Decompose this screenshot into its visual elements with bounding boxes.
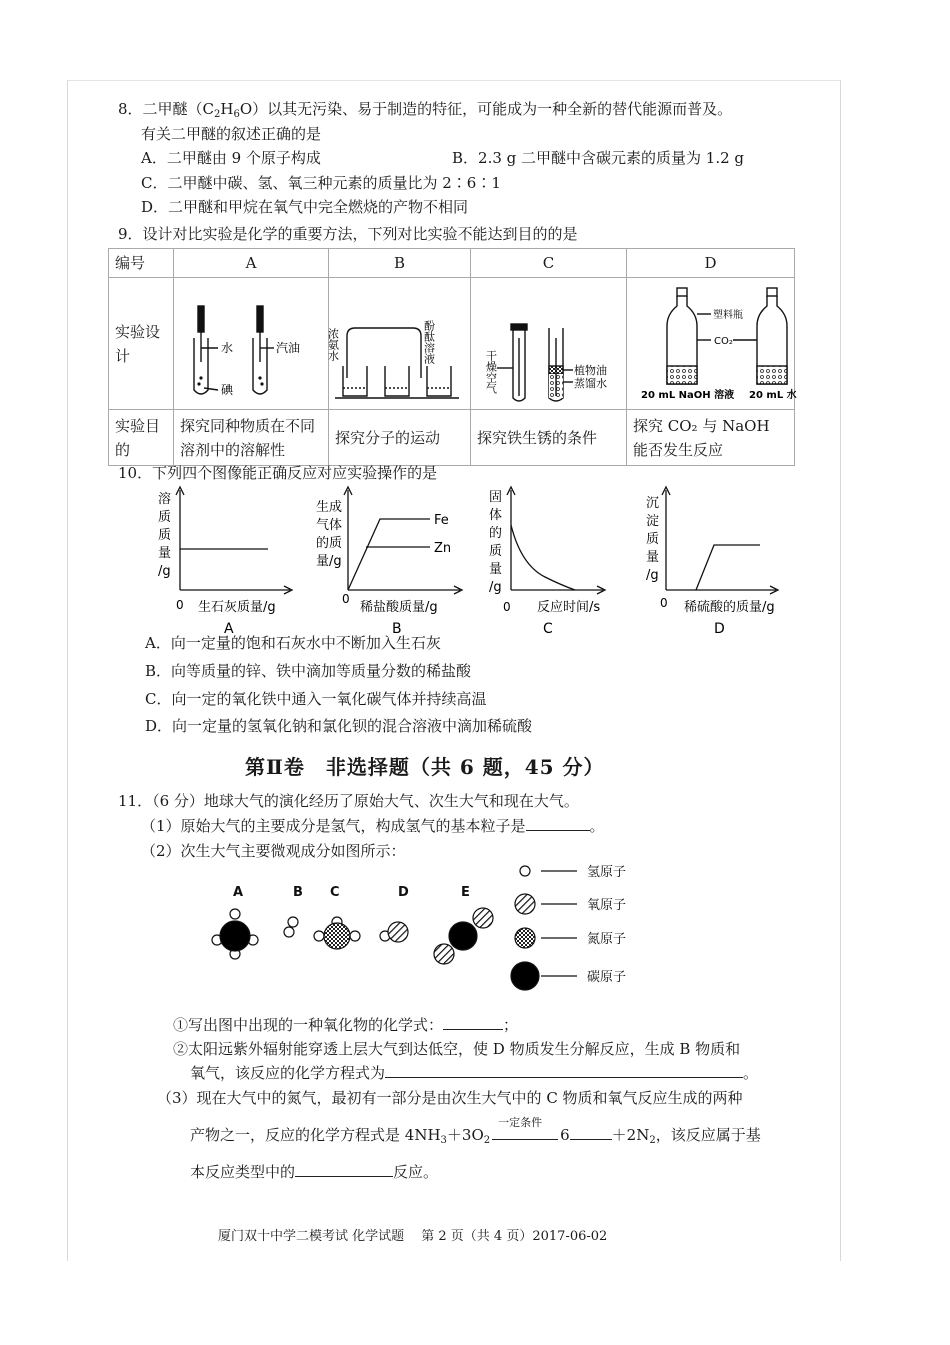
graph-a-ylabel: 量: [158, 546, 172, 561]
reaction-arrow: [492, 1116, 558, 1140]
label-gasoline: 汽油: [276, 341, 301, 355]
page-footer: 厦门双十中学二模考试 化学试题 第 2 页（共 4 页）2017-06-02: [218, 1229, 608, 1244]
graph-d-ylabel: /g: [646, 568, 659, 583]
graph-a: [150, 485, 310, 640]
purpose-a: 探究同种物质在不同溶剂中的溶解性: [174, 410, 329, 466]
graph-d-letter: D: [714, 621, 725, 637]
graph-b: [312, 485, 482, 640]
graph-b-origin: 0: [342, 592, 350, 606]
label-water: 水: [221, 341, 234, 355]
graph-c-ylabel: 的: [489, 526, 503, 541]
graph-c-ylabel: 量: [489, 562, 503, 577]
diagram-test-tubes-solubility: [174, 278, 328, 402]
q10-stem: 10．下列四个图像能正确反应对应实验操作的是: [118, 464, 438, 482]
q11-part3-line1: （3）现在大气中的氮气，最初有一部分是由次生大气中的 C 物质和氧气反应生成的两种: [157, 1089, 743, 1107]
diagram-co2-bottles: [627, 278, 797, 402]
design-b: [326, 278, 471, 410]
label-distilled-water: 蒸馏水: [574, 377, 607, 390]
q9-stem: 9．设计对比实验是化学的重要方法，下列对比实验不能达到目的的是: [118, 225, 578, 243]
q11-sub2-line1: ②太阳远紫外辐射能穿透上层大气到达低空，使 D 物质发生分解反应，生成 B 物质和: [173, 1040, 741, 1058]
q10-option-a: A．向一定量的饱和石灰水中不断加入生石灰: [145, 634, 441, 652]
table-header-cell: D: [627, 249, 795, 278]
label-naoh: 20 mL NaOH 溶液: [641, 390, 735, 401]
graph-b-ylabel: 量/g: [316, 554, 342, 569]
label-plastic-bottle: 塑料瓶: [713, 310, 743, 321]
molecule-diagram: [195, 858, 655, 998]
legend-hydrogen: 氢原子: [587, 865, 627, 880]
reaction-condition: 一定条件: [498, 1116, 543, 1129]
graph-c-ylabel: 质: [489, 544, 503, 559]
series-label-fe: Fe: [434, 513, 449, 528]
graph-d-xlabel: 稀硫酸的质量/g: [684, 600, 775, 615]
graph-a-ylabel: 质: [158, 510, 172, 525]
q11-part3-line3: 本反应类型中的 反应。: [190, 1163, 439, 1181]
graph-c: [485, 485, 625, 640]
table-header-cell: A: [174, 249, 329, 278]
diagram-iron-rusting: [471, 278, 626, 402]
q10-option-d: D．向一定量的氢氧化钠和氯化钡的混合溶液中滴加稀硫酸: [145, 717, 533, 735]
graph-a-ylabel: 溶: [158, 492, 172, 507]
design-d: [627, 278, 795, 410]
molecule-letter: E: [461, 885, 470, 900]
q8-option-a: A．二甲醚由 9 个原子构成: [141, 149, 321, 167]
legend-carbon: 碳原子: [587, 970, 627, 985]
answer-blank[interactable]: [443, 1015, 503, 1030]
series-label-zn: Zn: [434, 541, 452, 556]
graph-a-ylabel: 质: [158, 528, 172, 543]
graph-a-xlabel: 生石灰质量/g: [198, 600, 276, 615]
row-label-purpose: 实验目的: [109, 410, 174, 466]
graph-d-ylabel: 量: [646, 550, 660, 565]
purpose-d: 探究 CO₂ 与 NaOH 能否发生反应: [627, 410, 795, 466]
molecule-letter: D: [398, 885, 409, 900]
q10-option-b: B．向等质量的锌、铁中滴加等质量分数的稀盐酸: [145, 662, 472, 680]
label-co2: CO₂: [714, 336, 733, 347]
graph-a-origin: 0: [176, 598, 184, 612]
design-a: [174, 278, 329, 410]
graph-a-letter: A: [224, 621, 234, 637]
table-header-cell: 编号: [109, 249, 174, 278]
graph-a-ylabel: /g: [158, 564, 171, 579]
graph-c-ylabel: /g: [489, 580, 502, 595]
label-conc-ammonia: 浓氨水: [326, 328, 340, 361]
graph-b-xlabel: 稀盐酸质量/g: [360, 600, 438, 615]
q11-part1: （1）原始大气的主要成分是氢气，构成氢气的基本粒子是 。: [141, 817, 605, 835]
legend-oxygen: 氧原子: [587, 898, 627, 913]
q8-option-c: C．二甲醚中碳、氢、氧三种元素的质量比为 2∶6∶1: [141, 174, 501, 192]
legend-nitrogen: 氮原子: [587, 932, 627, 947]
q8-option-d: D．二甲醚和甲烷在氧气中完全燃烧的产物不相同: [141, 198, 469, 216]
graph-b-letter: B: [392, 621, 402, 637]
molecule-letter: A: [233, 885, 244, 900]
graph-d-ylabel: 质: [646, 532, 660, 547]
table-header-cell: B: [329, 249, 471, 278]
experiment-table: [108, 248, 795, 466]
design-c: [471, 278, 627, 410]
answer-blank[interactable]: [570, 1125, 612, 1140]
molecule-letter: C: [330, 885, 340, 900]
graph-c-origin: 0: [503, 600, 511, 614]
section-title: 第Ⅱ卷 非选择题（共 6 题，45 分）: [245, 755, 605, 779]
graph-b-ylabel: 的质: [316, 536, 343, 551]
diagram-molecule-motion: [326, 278, 470, 402]
answer-blank[interactable]: [526, 816, 590, 831]
label-veg-oil: 植物油: [574, 364, 607, 377]
q11-sub1: ①写出图中出现的一种氧化物的化学式： ；: [173, 1016, 519, 1034]
graph-b-ylabel: 生成: [316, 500, 343, 515]
purpose-b: 探究分子的运动: [329, 410, 471, 466]
q11-sub2-line2: 氧气，该反应的化学方程式为 。: [190, 1064, 759, 1082]
graph-d-ylabel: 沉: [646, 496, 660, 511]
label-iodine: 碘: [221, 383, 234, 397]
label-phenolphthalein: 酚酞溶液: [422, 320, 436, 364]
q8-stem: 8．二甲醚$(C_2H_6O)$以其无污染、易于制造的特征，可能成为一种全新的替代能源而普及。: [118, 100, 733, 120]
graph-d-ylabel: 淀: [646, 514, 660, 529]
answer-blank[interactable]: [295, 1162, 393, 1177]
answer-blank[interactable]: [385, 1063, 743, 1078]
graph-c-xlabel: 反应时间/s: [537, 600, 601, 615]
q8-option-b: B．2.3 g 二甲醚中含碳元素的质量为 1.2 g: [452, 149, 745, 167]
graph-c-ylabel: 体: [489, 508, 503, 523]
table-header-cell: C: [471, 249, 627, 278]
graph-c-ylabel: 固: [489, 490, 503, 505]
q11-stem: 11．（6 分）地球大气的演化经历了原始大气、次生大气和现在大气。: [118, 792, 579, 810]
graph-d: [640, 485, 790, 640]
row-label-design: 实验设计: [109, 278, 174, 410]
graph-d-origin: 0: [660, 596, 668, 610]
q10-option-c: C．向一定的氧化铁中通入一氧化碳气体并持续高温: [145, 690, 487, 708]
graph-c-letter: C: [543, 621, 553, 637]
q11-part3-line2: 产物之一，反应的化学方程式是 $4NH_3+3O_2$ 一定条件 $6 +2N_2$，该反应属于基: [190, 1125, 761, 1151]
graph-b-ylabel: 气体: [316, 518, 343, 533]
q11-part2: （2）次生大气主要微观成分如图所示：: [141, 842, 406, 860]
label-dry-air: 干燥空气: [484, 350, 498, 394]
label-water20: 20 mL 水: [749, 390, 797, 401]
purpose-c: 探究铁生锈的条件: [471, 410, 627, 466]
molecule-letter: B: [293, 885, 303, 900]
q8-stem-line2: 有关二甲醚的叙述正确的是: [141, 125, 322, 143]
